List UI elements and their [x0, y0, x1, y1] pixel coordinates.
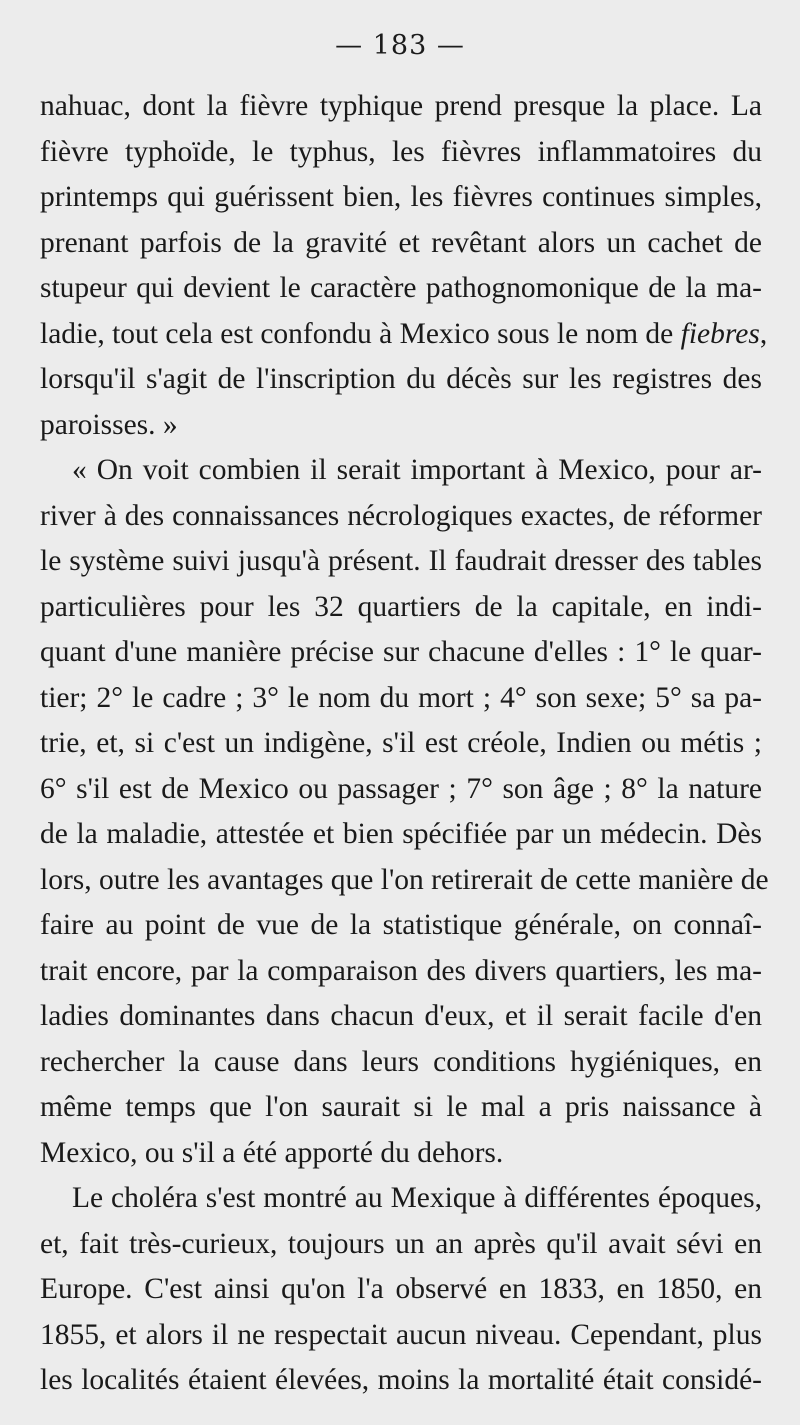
text-line: printemps qui guérissent bien, les fièvres continues simples,	[40, 181, 762, 213]
paragraph-end-line: Mexico, ou s'il a été apporté du dehors.	[40, 1136, 504, 1169]
text-line: quant d'une manière précise sur chacune d'elles : 1° le quar-	[40, 636, 762, 668]
text-line: rechercher la cause dans leurs conditions hygiéniques, en	[40, 1045, 762, 1078]
text-line: ladies dominantes dans chacun d'eux, et il serait facile d'en	[40, 1000, 762, 1032]
text-segment: ,	[759, 317, 768, 350]
text-line: prenant parfois de la gravité et revêtant alors un cachet de	[40, 226, 762, 259]
page-number: — 183 —	[335, 30, 465, 61]
text-line: particulières pour les 32 quartiers de la capitale, en indi-	[40, 590, 762, 623]
text-line: tier; 2° le cadre ; 3° le nom du mort ; 4° son sexe; 5° sa pa-	[40, 681, 762, 714]
text-line: 1855, et alors il ne respectait aucun niveau. Cependant, plus	[40, 1318, 762, 1351]
italic-term: fiebres	[680, 317, 760, 350]
text-line	[40, 312, 768, 358]
paragraph-start-line: Le choléra s'est montré au Mexique à différentes époques,	[72, 1182, 762, 1214]
text-line: lorsqu'il s'agit de l'inscription du décès sur les registres des	[40, 363, 762, 395]
text-line: et, fait très-curieux, toujours un an après qu'il avait sévi en	[40, 1227, 762, 1260]
body-text	[40, 84, 769, 1404]
text-line: Europe. C'est ainsi qu'on l'a observé en 1833, en 1850, en	[40, 1273, 762, 1305]
paragraph-end-line: paroisses. »	[40, 408, 178, 441]
text-line: même temps que l'on saurait si le mal a pris naissance à	[40, 1091, 762, 1123]
text-line: stupeur qui devient le caractère pathognomonique de la ma-	[40, 272, 762, 304]
paragraph-start-line: « On voit combien il serait important à Mexico, pour ar-	[72, 454, 762, 486]
text-line: faire au point de vue de la statistique générale, on connaî-	[40, 909, 762, 941]
text-line: lors, outre les avantages que l'on retirerait de cette manière de	[40, 863, 769, 896]
text-line: river à des connaissances nécrologiques exactes, de réformer	[40, 499, 762, 532]
text-line: de la maladie, attestée et bien spécifiée par un médecin. Dès	[40, 818, 762, 850]
text-line: nahuac, dont la fièvre typhique prend presque la place. La	[40, 90, 762, 122]
text-line: 6° s'il est de Mexico ou passager ; 7° son âge ; 8° la nature	[40, 772, 762, 805]
text-line: trie, et, si c'est un indigène, s'il est créole, Indien ou métis ;	[40, 727, 762, 759]
text-segment: ladie, tout cela est confondu à Mexico sous le nom de	[40, 317, 681, 350]
text-line: fièvre typhoïde, le typhus, les fièvres inflammatoires du	[40, 135, 762, 168]
text-line: le système suivi jusqu'à présent. Il faudrait dresser des tables	[40, 545, 762, 577]
text-line: trait encore, par la comparaison des divers quartiers, les ma-	[40, 954, 762, 987]
text-line: les localités étaient élevées, moins la mortalité était considé-	[40, 1364, 762, 1396]
